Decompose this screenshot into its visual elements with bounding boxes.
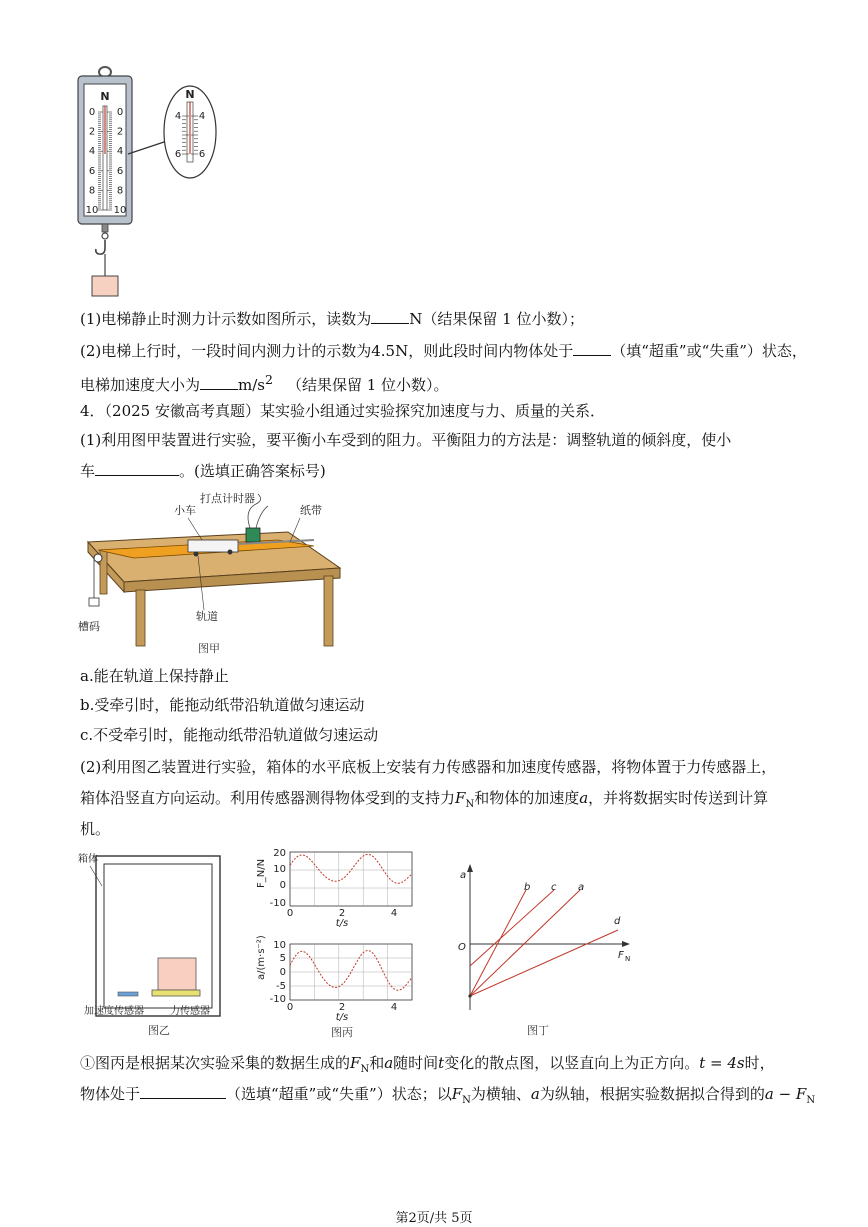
q3-part1-after: N（结果保留 1 位小数）； bbox=[409, 310, 584, 328]
figure-ding bbox=[450, 860, 640, 1040]
unit-sup: 2 bbox=[265, 372, 273, 387]
bing-bottom-ylabel: a/(m·s⁻²) bbox=[256, 935, 267, 980]
scale-tick-label: 2 bbox=[116, 126, 124, 138]
bing-top-xtick: 0 bbox=[286, 908, 294, 919]
var-F-sub: N bbox=[465, 799, 475, 810]
answer-blank[interactable] bbox=[371, 307, 409, 324]
sub1-l2-text-b: （选填“超重”或“失重”）状态；以 bbox=[226, 1085, 452, 1103]
scale-tick-label: 10 bbox=[85, 205, 99, 216]
sub1-text-b: 和 bbox=[369, 1054, 385, 1072]
bing-bottom-ytick: 5 bbox=[279, 953, 286, 964]
q3-part2-line2-text: 电梯加速度大小为 bbox=[80, 376, 201, 394]
scale-tick-label: 6 bbox=[88, 165, 96, 177]
answer-blank[interactable] bbox=[140, 1082, 226, 1099]
q3-part2-line2 bbox=[80, 369, 449, 396]
zoom-tick-label: 6 bbox=[198, 149, 206, 160]
line-a-label: a bbox=[578, 882, 585, 893]
figure-yi bbox=[78, 852, 228, 1042]
ding-xlabel: F bbox=[618, 950, 624, 961]
q4-part2-line1: (2)利用图乙装置进行实验，箱体的水平底板上安装有力传感器和加速度传感器，将物体置于力传感器上， bbox=[80, 758, 777, 776]
bing-bottom-xlabel: t/s bbox=[335, 1012, 349, 1023]
sub1-l2-text-a: 物体处于 bbox=[80, 1085, 141, 1103]
q3-part1-text: (1)电梯静止时测力计示数如图所示，读数为 bbox=[80, 310, 372, 328]
line-d-label: d bbox=[614, 916, 621, 927]
answer-blank[interactable] bbox=[200, 373, 238, 390]
var-F: F bbox=[455, 789, 466, 807]
line-a bbox=[470, 890, 580, 996]
ding-xlabel-sub: N bbox=[625, 955, 631, 963]
scale-tick-label: 4 bbox=[88, 146, 96, 158]
answer-blank[interactable] bbox=[95, 459, 179, 476]
sub1-l2-text-d: 为纵轴，根据实验数据拟合得到的 bbox=[539, 1085, 765, 1103]
spring-scale-figure bbox=[70, 62, 230, 302]
caption-ding: 图丁 bbox=[527, 1024, 549, 1037]
q3-part2-text: (2)电梯上行时，一段时间内测力计的示数为4.5N，则此段时间内物体处于 bbox=[80, 342, 574, 360]
var-F: F bbox=[350, 1054, 361, 1072]
expr-sub: N bbox=[806, 1095, 816, 1106]
bing-bottom-xtick: 2 bbox=[338, 1002, 346, 1013]
q4-sub1-line1 bbox=[80, 1052, 775, 1081]
scale-tick-label: 6 bbox=[116, 165, 124, 177]
caption-jia: 图甲 bbox=[198, 642, 220, 655]
line-c bbox=[470, 890, 554, 966]
var-F-sub: N bbox=[360, 1064, 370, 1075]
caption-bing: 图丙 bbox=[331, 1026, 353, 1039]
time-eq: t = 4s bbox=[699, 1054, 745, 1072]
q4-part2-text-c: ，并将数据实时传送到计算 bbox=[588, 789, 769, 807]
expr-a-F: a − F bbox=[764, 1085, 807, 1103]
label-tape: 纸带 bbox=[300, 504, 322, 517]
sub1-text-e: 时， bbox=[744, 1054, 775, 1072]
q4-part1-cart: 车 bbox=[80, 462, 96, 480]
var-t: t bbox=[438, 1054, 445, 1072]
zoom-unit: N bbox=[185, 88, 195, 101]
label-cart: 小车 bbox=[174, 504, 196, 517]
label-weight: 槽码 bbox=[78, 620, 100, 633]
var-F: F bbox=[451, 1085, 463, 1103]
zoom-tick-label: 4 bbox=[198, 111, 206, 122]
label-force-sensor: 力传感器 bbox=[170, 1006, 210, 1017]
var-a: a bbox=[579, 789, 589, 807]
var-a: a bbox=[384, 1054, 394, 1072]
q4-part2-line2 bbox=[80, 787, 768, 816]
sub1-text-a: ①图丙是根据某次实验采集的数据生成的 bbox=[80, 1054, 351, 1072]
option-b: b.受牵引时，能拖动纸带沿轨道做匀速运动 bbox=[80, 696, 365, 714]
q4-header: 4．（2025 安徽高考真题）某实验小组通过实验探究加速度与力、质量的关系． bbox=[80, 402, 605, 420]
bing-bottom-ytick: -10 bbox=[269, 994, 286, 1005]
bing-bottom-xtick: 4 bbox=[390, 1002, 398, 1013]
scale-tick-label: 4 bbox=[116, 146, 124, 158]
scale-tick-label: 10 bbox=[113, 205, 127, 216]
bing-bottom-ytick: 10 bbox=[273, 940, 286, 951]
figure-bing bbox=[252, 848, 422, 1040]
page-footer: 第2页/共 5页 bbox=[395, 1211, 473, 1226]
option-a: a.能在轨道上保持静止 bbox=[80, 667, 229, 685]
q4-part2-text-b: 和物体的加速度 bbox=[474, 789, 580, 807]
label-accel-sensor: 加速度传感器 bbox=[84, 1006, 144, 1017]
bing-top-ylabel: F_N/N bbox=[256, 858, 267, 888]
ding-ylabel: a bbox=[460, 870, 467, 881]
answer-blank[interactable] bbox=[573, 339, 611, 356]
option-c: c.不受牵引时，能拖动纸带沿轨道做匀速运动 bbox=[80, 726, 379, 744]
label-box: 箱体 bbox=[78, 854, 98, 865]
q4-part1-line2 bbox=[80, 459, 326, 482]
q4-part2-text-a: 箱体沿竖直方向运动。利用传感器测得物体受到的支持力 bbox=[80, 789, 456, 807]
label-track: 轨道 bbox=[196, 610, 218, 623]
q4-part1-after: 。(选填正确答案标号) bbox=[179, 462, 326, 480]
line-b-label: b bbox=[524, 882, 531, 893]
caption-yi: 图乙 bbox=[148, 1024, 170, 1037]
bing-top-ytick: 10 bbox=[273, 864, 286, 875]
line-d bbox=[470, 930, 618, 996]
bing-top-xtick: 2 bbox=[338, 908, 346, 919]
sub1-l2-text-c: 为横轴、 bbox=[470, 1085, 531, 1103]
sub1-text-c: 随时间 bbox=[393, 1054, 439, 1072]
var-F-sub: N bbox=[462, 1095, 471, 1106]
zoom-tick-label: 4 bbox=[174, 111, 182, 122]
bing-top-ytick: 20 bbox=[273, 848, 286, 859]
figure-jia bbox=[78, 490, 348, 660]
bing-top-xtick: 4 bbox=[390, 908, 398, 919]
bing-bottom-xtick: 0 bbox=[286, 1002, 294, 1013]
bing-top-xlabel: t/s bbox=[335, 918, 349, 929]
ding-origin: O bbox=[458, 942, 466, 953]
unit: m/s bbox=[238, 376, 265, 394]
scale-tick-label: 8 bbox=[116, 185, 124, 197]
q4-part1-line1: (1)利用图甲装置进行实验，要平衡小车受到的阻力。平衡阻力的方法是：调整轨道的倾斜度，使小 bbox=[80, 431, 732, 449]
scale-tick-label: 2 bbox=[88, 126, 96, 138]
scale-tick-label: 8 bbox=[88, 185, 96, 197]
var-a: a bbox=[530, 1085, 540, 1103]
scale-tick-label: 0 bbox=[116, 107, 124, 118]
q3-part2-line2-after: （结果保留 1 位小数）。 bbox=[286, 376, 449, 394]
q3-part2-after: （填“超重”或“失重”）状态， bbox=[611, 342, 807, 360]
zoom-tick-label: 6 bbox=[174, 149, 182, 160]
line-c-label: c bbox=[551, 882, 557, 893]
scale-unit: N bbox=[100, 90, 110, 103]
bing-top-ytick: 0 bbox=[279, 880, 286, 891]
bing-bottom-ytick: 0 bbox=[279, 967, 286, 978]
q3-part2 bbox=[80, 339, 807, 362]
q3-part1 bbox=[80, 307, 584, 330]
q4-sub1-line2 bbox=[80, 1082, 815, 1112]
sub1-text-d: 变化的散点图，以竖直向上为正方向。 bbox=[444, 1054, 700, 1072]
scale-tick-label: 0 bbox=[88, 107, 96, 118]
q4-part2-line3: 机。 bbox=[80, 820, 111, 838]
bing-bottom-ytick: -5 bbox=[276, 981, 286, 992]
label-timer: 打点计时器 bbox=[200, 492, 255, 505]
line-b bbox=[470, 890, 526, 996]
bing-top-ytick: -10 bbox=[269, 898, 286, 909]
